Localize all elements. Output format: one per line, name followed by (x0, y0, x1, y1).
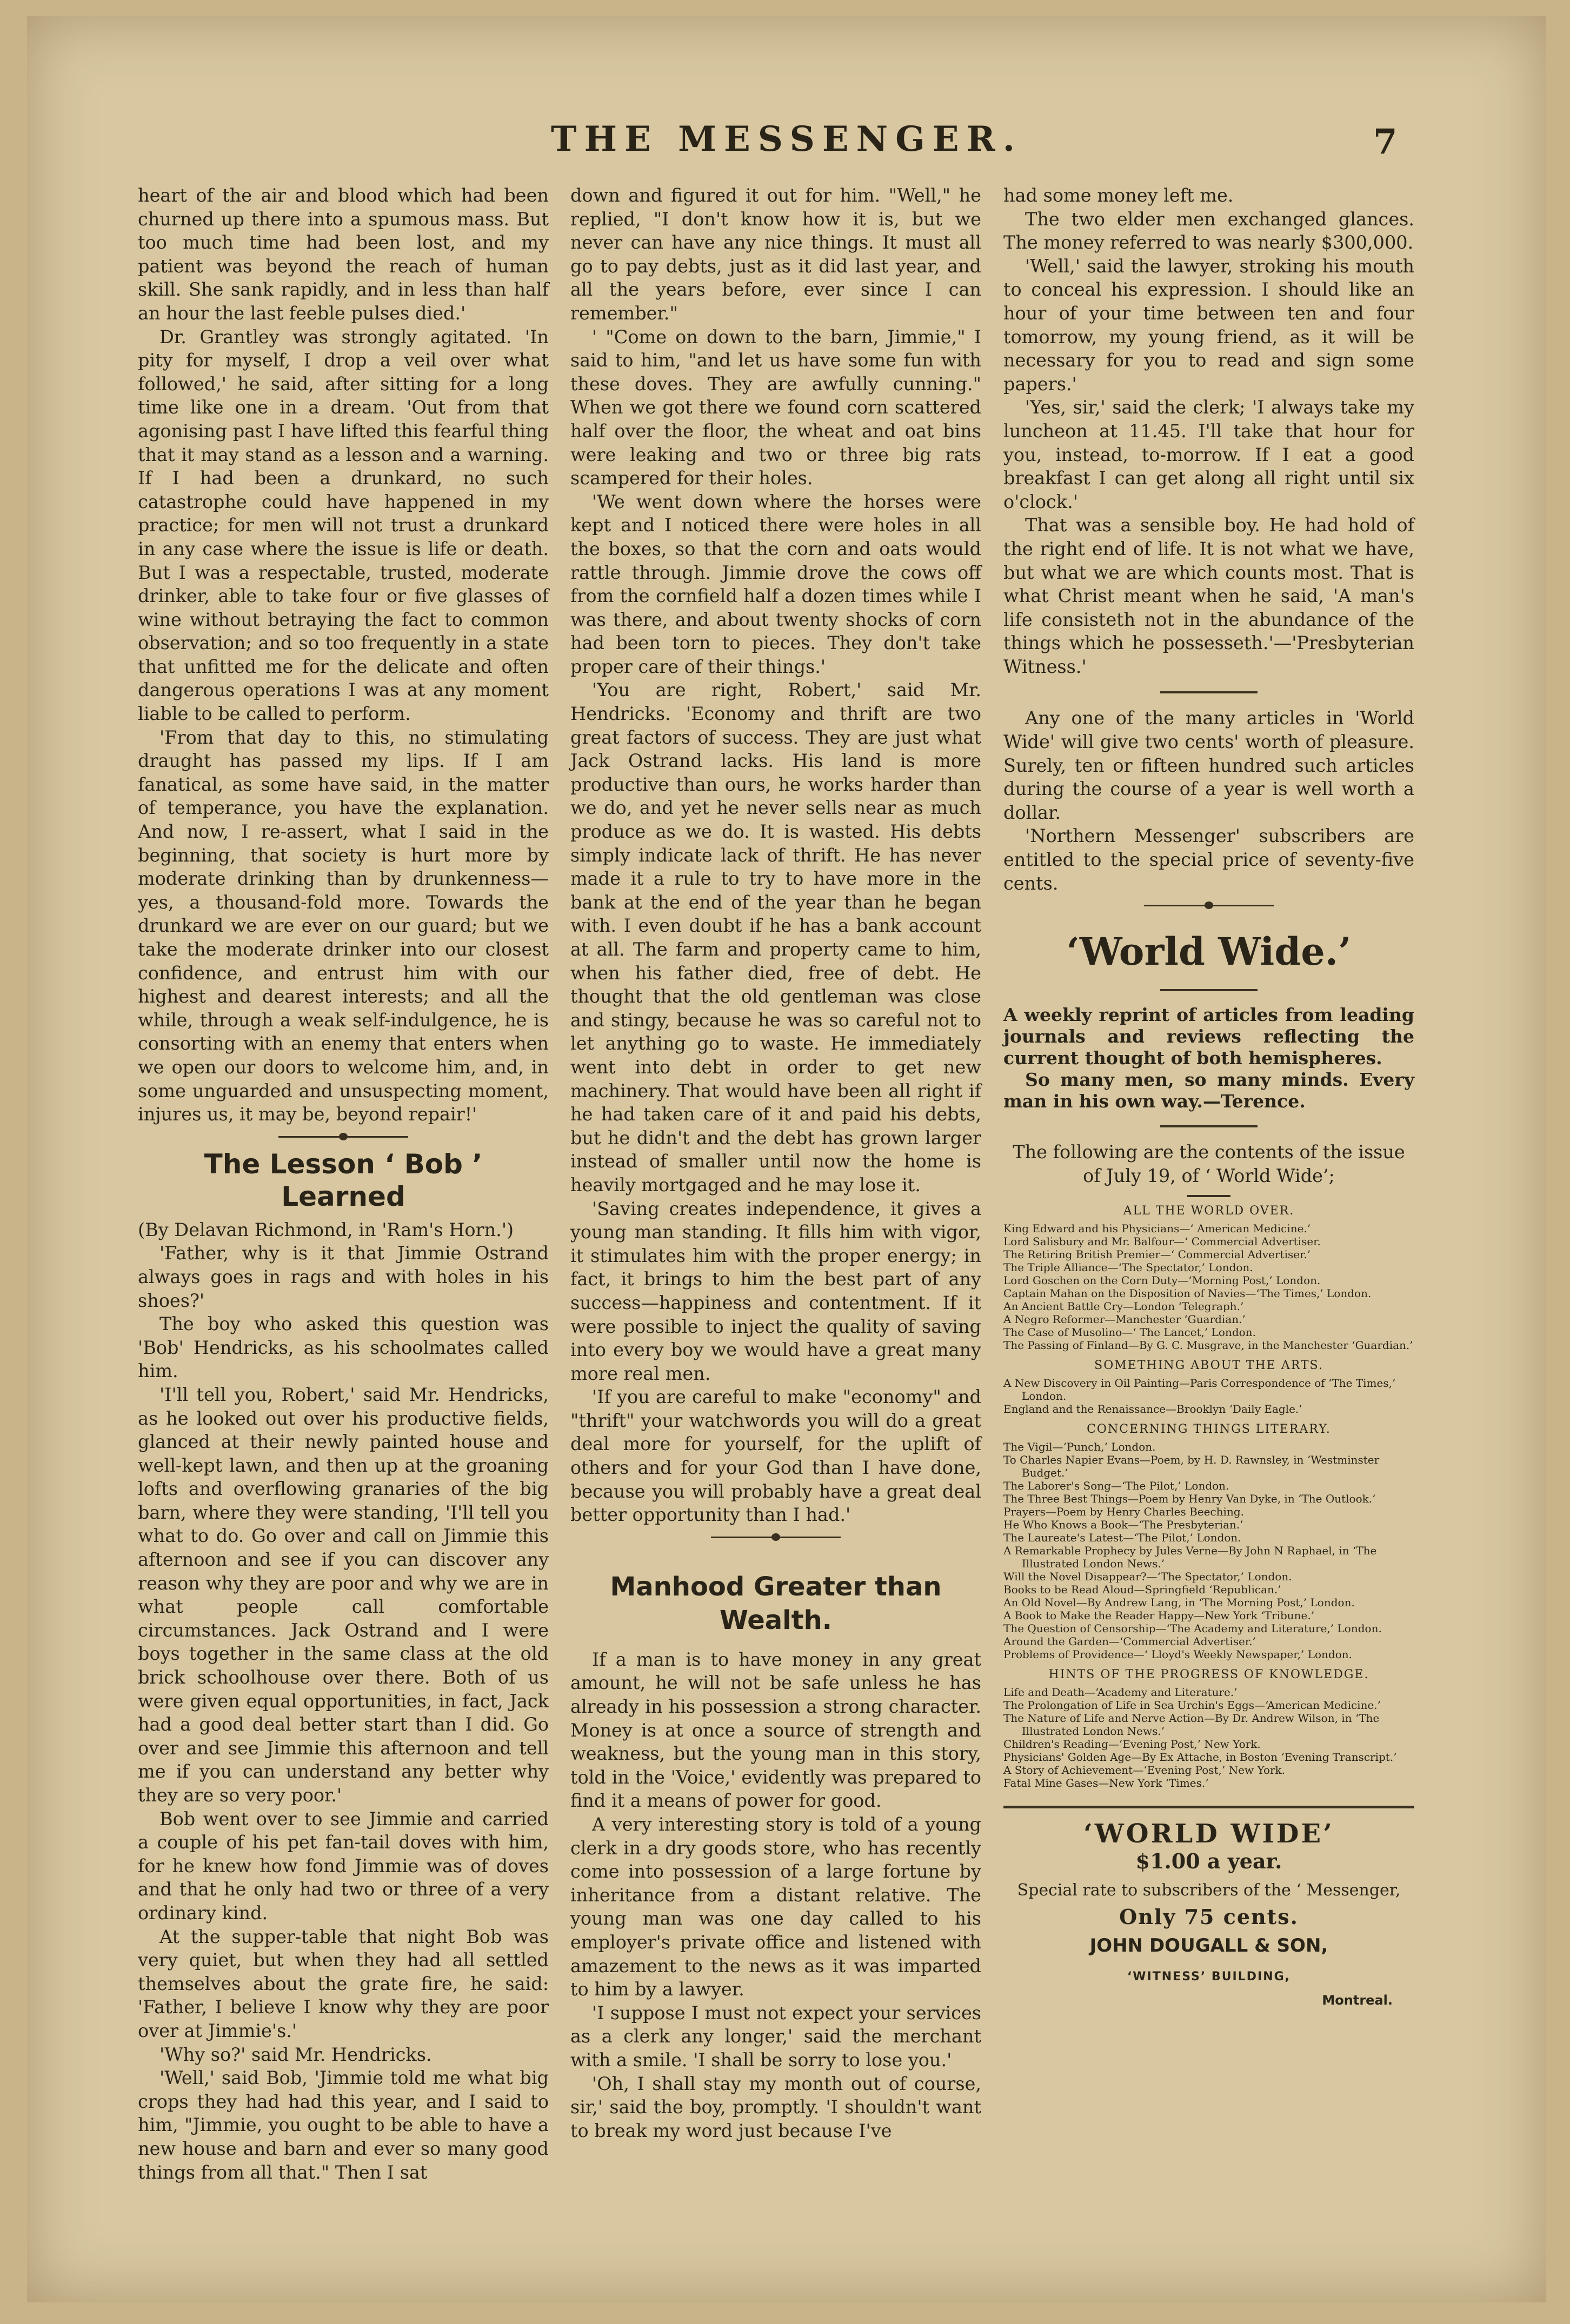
contents-item: The Case of Musolino—‘ The Lancet,’ London. (1003, 1326, 1256, 1339)
paragraph: The two elder men exchanged glances. The money referred to was nearly $300,000. (1003, 208, 1414, 253)
world-wide-description: A weekly reprint of articles from leading journals and reviews reflecting the current thought of both hemispheres. (1003, 1004, 1414, 1069)
paragraph: If a man is to have money in any great amount, he will not be safe unless he has already in his possession a strong character. Money is at once a source of strength and weakness, but the young man in this story, told in the 'Voice,' evidently was prepared to find it a means of power for good. (570, 1648, 981, 1812)
contents-item: Books to be Read Aloud—Springfield ‘Republican.’ (1003, 1583, 1281, 1597)
world-wide-heading: ‘World Wide.’ (1066, 929, 1352, 974)
contents-item: The Laureate's Latest—‘The Pilot,’ London. (1003, 1531, 1241, 1545)
contents-item: The Three Best Things—Poem by Henry Van Dyke, in ‘The Outlook.’ (1003, 1492, 1376, 1506)
paragraph: 'Well,' said the lawyer, stroking his mouth to conceal his expression. I should like an hour of your time between ten and four tomorrow, my young friend, as it will be necessary for you to read and sign some papers.' (1003, 255, 1414, 395)
contents-item: Physicians' Golden Age—By Ex Attache, in Boston ‘Evening Transcript.’ (1003, 1751, 1397, 1764)
advert-special-rate: Special rate to subscribers of the ‘ Messenger, (1017, 1880, 1401, 1900)
contents-item: Lord Goschen on the Corn Duty—‘Morning Post,’ London. (1003, 1274, 1321, 1287)
paragraph: A very interesting story is told of a young clerk in a dry goods store, who has recently come into possession of a large fortune by inheritance from a distant relative. The young man was one day called to his employer's private office and listened with amazement to the news as it was imparted to him by a lawyer. (570, 1814, 981, 2000)
contents-section-title: ALL THE WORLD OVER. (1123, 1204, 1295, 1218)
contents-section-title: HINTS OF THE PROGRESS OF KNOWLEDGE. (1048, 1668, 1369, 1682)
contents-item: England and the Renaissance—Brooklyn ‘Daily Eagle.’ (1003, 1403, 1302, 1416)
paragraph: Dr. Grantley was strongly agitated. 'In pity for myself, I drop a veil over what followed,' he said, after sitting for a long time like one in a dream. 'Out from that agonising past I have lifted this fearful thing that it may stand as a lesson and a warning. If I had been a drunkard, no such catastrophe could have happened in my practice; for men will not trust a drunkard in any case where the issue is life or death. But I was a respectable, trusted, moderate drinker, able to take four or five glasses of wine without betraying the fact to common observation; and so too frequently in a state that unfitted me for the delicate and often dangerous operations I was at any moment liable to be called to perform. (138, 326, 549, 725)
subscription-advert (1003, 1806, 1414, 2012)
paragraph: 'Yes, sir,' said the clerk; 'I always take my luncheon at 11.45. I'll take that hour for you, instead, to-morrow. If I eat a good breakfast I can get along all right until six o'clock.' (1003, 397, 1414, 512)
contents-section-title: SOMETHING ABOUT THE ARTS. (1094, 1359, 1323, 1373)
paragraph: 'Oh, I shall stay my month out of course, sir,' said the boy, promptly. 'I shouldn't want to break my word just because I've (570, 2073, 981, 2141)
column-2 (570, 184, 981, 2142)
advert-price: $1.00 a year. (1135, 1849, 1282, 1873)
contents-item: The Vigil—‘Punch,’ London. (1003, 1440, 1156, 1454)
advert-publisher: JOHN DOUGALL & SON, (1089, 1934, 1328, 1956)
paragraph: 'You are right, Robert,' said Mr. Hendricks. 'Economy and thrift are two great factors of success. They are just what Jack Ostrand lacks. His land is more productive than ours, he works harder than we do, and yet he never sells near as much produce as we do. It is wasted. His debts simply indicate lack of thrift. He has never made it a rule to try to have more in the bank at the end of the year than he began with. I even doubt if he has a bank account at all. The farm and property came to him, when his father died, free of debt. He thought that the old gentleman was close and stingy, because he was so careful not to let anything go to waste. He immediately went into debt in order to get new machinery. That would have been all right if he had taken care of it and paid his debts, but he didn't and the debt has grown larger instead of smaller until now the home is heavily mortgaged and he may lose it. (570, 679, 981, 1196)
paragraph: At the supper-table that night Bob was very quiet, but when they had all settled themselves about the grate fire, he said: 'Father, I believe I know why they are poor over at Jimmie's.' (138, 1926, 549, 2041)
contents-item: Fatal Mine Gases—New York ‘Times.’ (1003, 1777, 1209, 1790)
paragraph: That was a sensible boy. He had hold of the right end of life. It is not what we have, but what we are which counts most. That is what Christ meant when he said, 'A man's life consisteth not in the abundance of the things which he possesseth.'—'Presbyterian Witness.' (1003, 515, 1414, 677)
contents-item: An Ancient Battle Cry—London ‘Telegraph.’ (1003, 1300, 1244, 1313)
advert-building: ‘WITNESS’ BUILDING, (1127, 1970, 1291, 1984)
rule (1160, 989, 1258, 991)
contents-item: King Edward and his Physicians—‘ American Medicine.’ (1003, 1222, 1311, 1236)
contents-item: A Negro Reformer—Manchester ‘Guardian.’ (1003, 1313, 1246, 1326)
paragraph: 'If you are careful to make "economy" and "thrift" your watchwords you will do a great deal more for yourself, for the uplift of others and for your God than I have done, because you will probably have a great deal better opportunity than I had.' (570, 1386, 981, 1526)
column-3 (1003, 184, 1414, 2013)
paragraph: 'From that day to this, no stimulating draught has passed my lips. If I am fanatical, as some have said, in the matter of temperance, you have the explanation. And now, I re-assert, what I said in the beginning, that society is hurt more by moderate drinking than by drunkenness—yes, a thousand-fold more. Towards the drunkard we are ever on our guard; but we take the moderate drinker into our closest confidence, and entrust him with our highest and dearest interests; and all the while, through a weak self-indulgence, he is consorting with an enemy that enters when we open our doors to welcome him, and, in some unguarded and unsuspecting moment, injures us, it may be, beyond repair!' (138, 726, 549, 1125)
section-divider (138, 1126, 549, 1148)
rule (1160, 1125, 1258, 1127)
section-divider (570, 1527, 981, 1548)
section-divider (1003, 895, 1414, 917)
article-heading: The Lesson ‘ Bob ’ Learned (204, 1148, 483, 1212)
paragraph: 'Why so?' said Mr. Hendricks. (159, 2043, 432, 2065)
contents-item: The Nature of Life and Nerve Action—By Dr. Andrew Wilson, in ‘The Illustrated London News.’ (1003, 1712, 1380, 1738)
contents-item: A Story of Achievement—‘Evening Post,’ New York. (1003, 1764, 1286, 1777)
article-heading: Manhood Greater than Wealth. (610, 1571, 942, 1635)
masthead: THE MESSENGER. (551, 119, 1022, 159)
paragraph: Any one of the many articles in 'World Wide' will give two cents' worth of pleasure. Surely, ten or fifteen hundred such articles during the course of a year is well worth a dollar. (1003, 707, 1414, 823)
newspaper-page (27, 16, 1546, 2302)
contents-section-title: CONCERNING THINGS LITERARY. (1087, 1423, 1331, 1437)
paragraph: 'Northern Messenger' subscribers are entitled to the special price of seventy-five cents. (1003, 825, 1414, 894)
paragraph: had some money left me. (1003, 185, 1234, 206)
rule (1160, 691, 1258, 693)
advert-title: ‘WORLD WIDE’ (1083, 1819, 1334, 1849)
contents-item: The Passing of Finland—By G. C. Musgrave, in the Manchester ‘Guardian.’ (1003, 1339, 1413, 1352)
paragraph: ' "Come on down to the barn, Jimmie," I said to him, "and let us have some fun with these doves. They are awfully cunning." When we got there we found corn scattered half over the floor, the wheat and oat bins were leaking and two or three big rats scampered for their holes. (570, 326, 981, 489)
contents-item: He Who Knows a Book—‘The Presbyterian.’ (1003, 1518, 1243, 1532)
contents-item: To Charles Napier Evans—Poem, by H. D. Rawnsley, in ‘Westminster Budget.’ (1003, 1453, 1380, 1480)
column-1 (138, 184, 549, 2184)
contents-item: Lord Salisbury and Mr. Balfour—‘ Commercial Advertiser. (1003, 1235, 1321, 1248)
paragraph: 'We went down where the horses were kept and I noticed there were holes in all the boxes, so that the corn and oats would rattle through. Jimmie drove the cows off from the cornfield half a dozen times while I was there, and about twenty shocks of corn had been torn to pieces. They don't take proper care of their things.' (570, 491, 981, 677)
paragraph: 'I'll tell you, Robert,' said Mr. Hendricks, as he looked out over his productive fields, glanced at their newly painted house and well-kept lawn, and then up at the groaning lofts and overflowing granaries of the big barn, where they were standing, 'I'll tell you what to do. Go over and call on Jimmie this afternoon and see if you can discover any reason why they are poor and why we are in what people call comfortable circumstances. Jack Ostrand and I were boys together in the same class at the old brick schoolhouse over there. Both of us were given equal opportunities, in fact, Jack had a good deal better start than I did. Go over and see Jimmie this afternoon and tell me if you can understand any better why they are so very poor.' (138, 1384, 549, 1806)
contents-item: Prayers—Poem by Henry Charles Beeching. (1003, 1505, 1244, 1519)
contents-item: A New Discovery in Oil Painting—Paris Correspondence of ‘The Times,’ London. (1003, 1377, 1396, 1403)
contents-item: Problems of Providence—‘ Lloyd's Weekly Newspaper,’ London. (1003, 1648, 1353, 1661)
contents-item: A Remarkable Prophecy by Jules Verne—By John N Raphael, in ‘The Illustrated London News.’ (1003, 1544, 1377, 1571)
byline: (By Delavan Richmond, in 'Ram's Horn.') (138, 1219, 514, 1240)
contents-item: An Old Novel—By Andrew Lang, in ‘The Morning Post,’ London. (1003, 1596, 1355, 1610)
paragraph: heart of the air and blood which had been churned up there into a spumous mass. But too much time had been lost, and my patient was beyond the reach of human skill. She sank rapidly, and in less than half an hour the last feeble pulses died.' (138, 185, 549, 324)
contents-list (1003, 1205, 1414, 1789)
paragraph: 'Saving creates independence, it gives a young man standing. It fills him with vigor, it stimulates him with the proper energy; in fact, it brings to him the best part of any success—happiness and contentment. If it were possible to inject the quality of saving into every boy we would have a great many more real men. (570, 1198, 981, 1384)
world-wide-motto: So many men, so many minds. Every man in his own way.—Terence. (1003, 1069, 1414, 1112)
contents-item: Will the Novel Disappear?—‘The Spectator,’ London. (1003, 1570, 1292, 1584)
paragraph: Bob went over to see Jimmie and carried a couple of his pet fan-tail doves with him, for he knew how fond Jimmie was of doves and that he only had two or three of a very ordinary kind. (138, 1808, 549, 1924)
contents-item: Around the Garden—‘Commercial Advertiser.’ (1003, 1635, 1256, 1648)
paragraph: 'Well,' said Bob, 'Jimmie told me what big crops they had had this year, and I said to him, "Jimmie, you ought to be able to have a new house and barn and ever so many good things from all that." Then I sat (138, 2067, 549, 2183)
paragraph: 'Father, why is it that Jimmie Ostrand always goes in rags and with holes in his shoes?' (138, 1243, 549, 1311)
advert-city: Montreal. (1322, 1992, 1393, 2008)
paragraph: The boy who asked this question was 'Bob' Hendricks, as his schoolmates called him. (138, 1313, 549, 1382)
contents-item: The Question of Censorship—‘The Academy and Literature,’ London. (1003, 1622, 1382, 1635)
contents-item: The Retiring British Premier—‘ Commercial Advertiser.’ (1003, 1248, 1311, 1261)
contents-item: The Laborer's Song—‘The Pilot,’ London. (1003, 1479, 1229, 1493)
paragraph: 'I suppose I must not expect your services as a clerk any longer,' said the merchant with a smile. 'I shall be sorry to lose you.' (570, 2002, 981, 2071)
contents-item: Captain Mahan on the Disposition of Navies—‘The Times,’ London. (1003, 1287, 1372, 1300)
contents-item: Life and Death—‘Academy and Literature.’ (1003, 1686, 1238, 1699)
contents-item: A Book to Make the Reader Happy—New York ‘Tribune.’ (1003, 1609, 1315, 1622)
contents-item: Children's Reading—‘Evening Post,’ New York. (1003, 1738, 1261, 1751)
contents-intro: The following are the contents of the issue of July 19, of ‘ World Wide’; (1013, 1141, 1405, 1186)
rule (1187, 1195, 1230, 1197)
advert-discount: Only 75 cents. (1119, 1905, 1299, 1929)
page-number: 7 (1373, 122, 1398, 162)
contents-item: The Triple Alliance—‘The Spectator,’ London. (1003, 1261, 1253, 1274)
paragraph: down and figured it out for him. "Well," he replied, "I don't know how it is, but we never can have any nice things. It must all go to pay debts, just as it did last year, and all the years before, ever since I can remember." (570, 185, 981, 324)
contents-item: The Prolongation of Life in Sea Urchin's Eggs—‘American Medicine.’ (1003, 1699, 1381, 1712)
